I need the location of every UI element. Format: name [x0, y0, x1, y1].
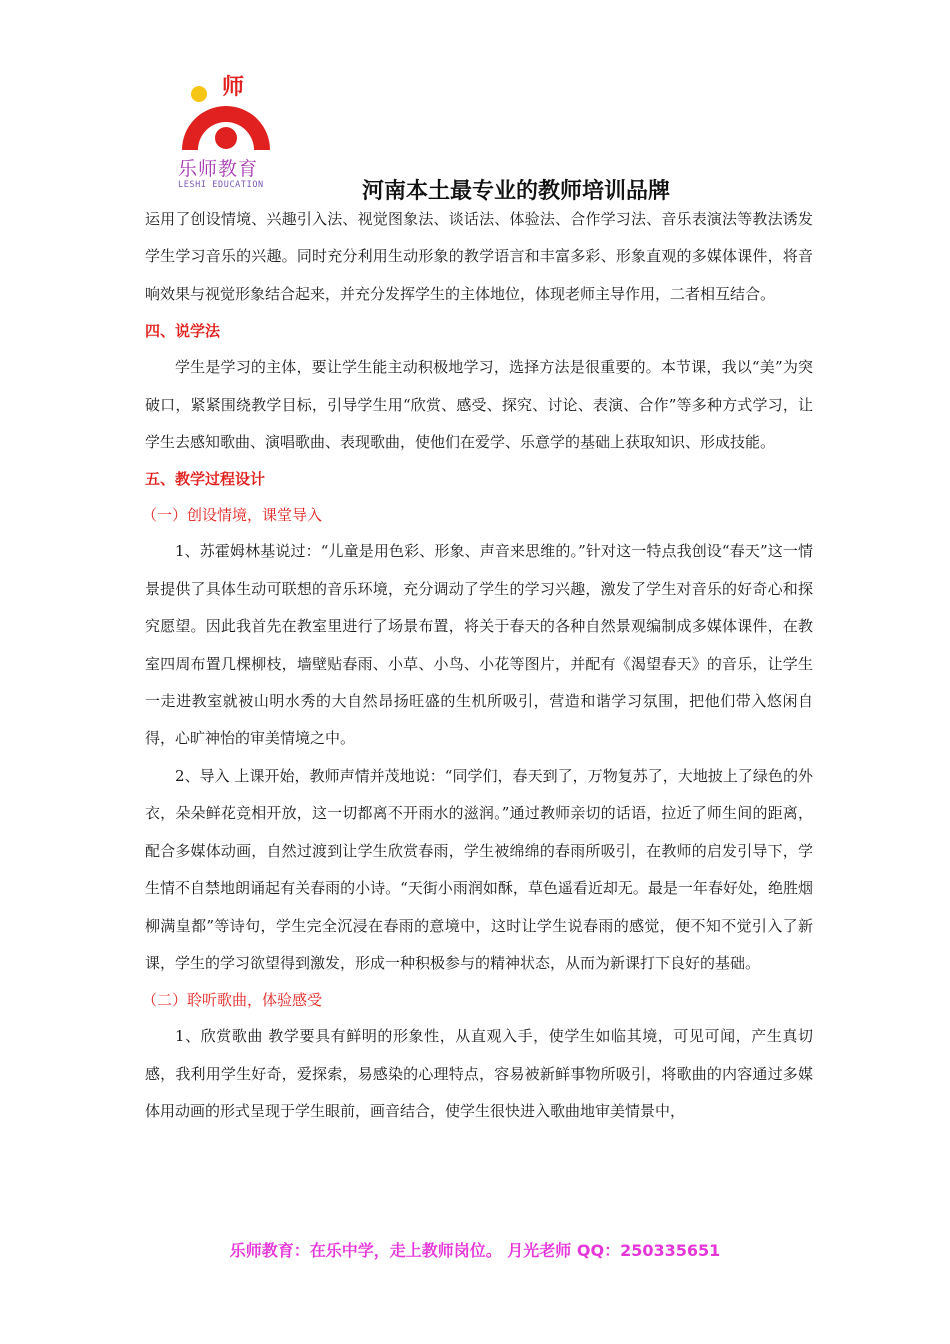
footer-contact: 乐师教育：在乐中学，走上教师岗位。 月光老师 QQ：250335651 — [229, 1241, 721, 1260]
paragraph: 运用了创设情境、兴趣引入法、视觉图象法、谈话法、体验法、合作学习法、音乐表演法等教法诱发学生学习音乐的兴趣。同时充分利用生动形象的教学语言和丰富多彩、形象直观的多媒体课件，将音响效果与视觉形象结合起来，并充分发挥学生的主体地位，体现老师主导作用，二者相互结合。 — [145, 210, 813, 303]
page-title: 河南本土最专业的教师培训品牌 — [362, 179, 671, 204]
paragraph: 2、导入 上课开始，教师声情并茂地说：“同学们，春天到了，万物复苏了，大地披上了绿色的外衣，朵朵鲜花竞相开放，这一切都离不开雨水的滋润。”通过教师亲切的话语，拉近了师生间的距离，配合多媒体动画，自然过渡到让学生欣赏春雨，学生被绵绵的春雨所吸引，在教师的启发引导下，学生情不自禁地朗诵起有关春雨的小诗。“天街小雨润如酥，草色遥看近却无。最是一年春好处，绝胜烟柳满皇都”等诗句，学生完全沉浸在春雨的意境中，这时让学生说春雨的感觉，便不知不觉引入了新课，学生的学习欲望得到激发，形成一种积极参与的精神状态，从而为新课打下良好的基础。 — [145, 766, 813, 972]
paragraph: 1、欣赏歌曲 教学要具有鲜明的形象性，从直观入手，使学生如临其境，可见可闻，产生真切感，我利用学生好奇，爱探索，易感染的心理特点，容易被新鲜事物所吸引，将歌曲的内容通过多媒体用动画的形式呈现于学生眼前，画音结合，使学生很快进入歌曲地审美情景中， — [145, 1027, 813, 1121]
subsection-heading-intro: （一）创设情境，课堂导入 — [142, 506, 323, 525]
logo-name-cn: 乐师教育 — [178, 158, 259, 180]
paragraph: 学生是学习的主体，要让学生能主动积极地学习，选择方法是很重要的。本节课，我以“美”为突破口，紧紧围绕教学目标，引导学生用“欣赏、感受、探究、讨论、表演、合作”等多种方式学习，让学生去感知歌曲、演唱歌曲、表现歌曲，使他们在爱学、乐意学的基础上获取知识、形成技能。 — [145, 358, 813, 452]
paragraph: 1、苏霍姆林基说过：“儿童是用色彩、形象、声音来思维的。”针对这一特点我创设“春天”这一情景提供了具体生动可联想的音乐环境，充分调动了学生的学习兴趣，激发了学生对音乐的好奇心和探究愿望。因此我首先在教室里进行了场景布置，将关于春天的各种自然景观编制成多媒体课件，在教室四周布置几棵柳枝，墙壁贴春雨、小草、小鸟、小花等图片，并配有《渴望春天》的音乐，让学生一走进教室就被山明水秀的大自然昂扬旺盛的生机所吸引，营造和谐学习氛围，把他们带入悠闲自得，心旷神怡的审美情境之中。 — [145, 542, 813, 748]
logo-mark-icon — [172, 72, 282, 152]
document-body — [142, 201, 813, 1131]
brand-logo — [172, 72, 282, 194]
section-heading-study-method: 四、说学法 — [145, 322, 221, 341]
subsection-heading-listening: （二）聆听歌曲，体验感受 — [142, 991, 323, 1010]
section-heading-teaching-process: 五、教学过程设计 — [145, 470, 266, 489]
logo-top-char: 师 — [222, 75, 245, 100]
logo-name-en: LESHI EDUCATION — [178, 180, 264, 190]
